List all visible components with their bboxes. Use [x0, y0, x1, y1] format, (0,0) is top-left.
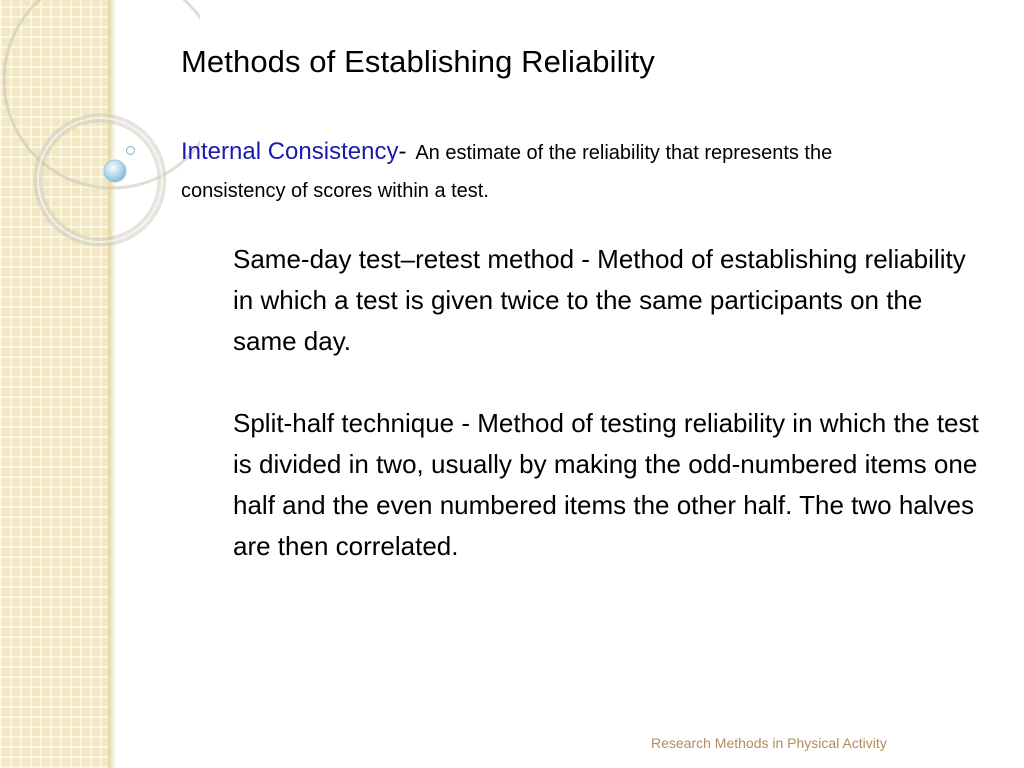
slide-title: Methods of Establishing Reliability [181, 44, 655, 79]
bullet-term: Internal Consistency [181, 138, 399, 165]
paragraph-same-day-test-retest: Same-day test–retest method - Method of establishing reliability in which a test is given twice to the same participants on the same day. [233, 244, 966, 356]
decorative-ring-small-inner [38, 118, 162, 242]
decorative-rings [0, 0, 200, 300]
bullet-internal-consistency [181, 134, 901, 211]
decorative-orb [104, 160, 126, 182]
paragraph-split-half-technique: Split-half technique - Method of testing reliability in which the test is divided in two, usually by making the odd-numbered items one half and the even numbered items the other half. The two halves are then correlated. [233, 408, 979, 561]
slide-footer: Research Methods in Physical Activity [651, 735, 887, 751]
decorative-ring-large [4, 0, 200, 188]
bullet-definition: An estimate of the reliability that represents the consistency of scores within a test. [181, 142, 833, 202]
bullet-circle-icon [126, 146, 135, 155]
bullet-separator: - [398, 138, 407, 165]
